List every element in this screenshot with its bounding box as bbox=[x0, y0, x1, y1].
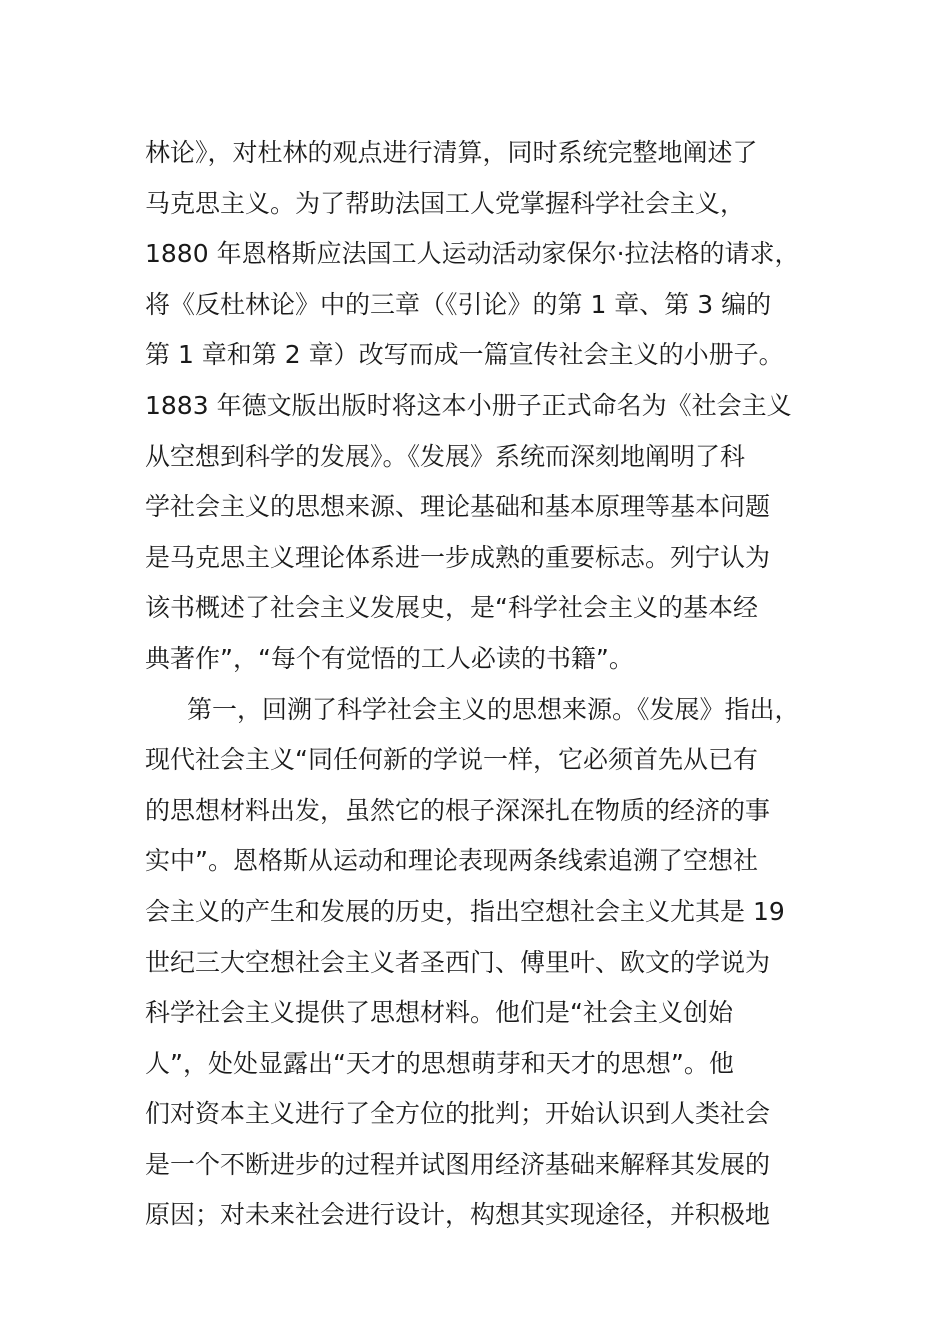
text-line: 会主义的产生和发展的历史，指出空想社会主义尤其是 19 bbox=[145, 896, 785, 926]
text-line: 第 1 章和第 2 章）改写而成一篇宣传社会主义的小册子。 bbox=[145, 340, 784, 370]
text-line: 的思想材料出发，虽然它的根子深深扎在物质的经济的事 bbox=[145, 795, 771, 825]
text-line: 林论》，对杜林的观点进行清算，同时系统完整地阐述了 bbox=[145, 138, 758, 167]
text-line: 该书概述了社会主义发展史，是“科学社会主义的基本经 bbox=[145, 593, 758, 623]
text-line: 典著作”，“每个有觉悟的工人必读的书籍”。 bbox=[145, 643, 634, 673]
text-line: 科学社会主义提供了思想材料。他们是“社会主义创始 bbox=[145, 998, 733, 1028]
text-line: 1880 年恩格斯应法国工人运动活动家保尔·拉法格的请求， bbox=[145, 239, 800, 269]
text-line: 学社会主义的思想来源、理论基础和基本原理等基本问题 bbox=[145, 492, 771, 522]
body-text bbox=[145, 128, 825, 1241]
text-line: 马克思主义。为了帮助法国工人党掌握科学社会主义， bbox=[145, 188, 746, 218]
text-line: 实中”。恩格斯从运动和理论表现两条线索追溯了空想社 bbox=[145, 846, 758, 876]
text-line: 世纪三大空想社会主义者圣西门、傅里叶、欧文的学说为 bbox=[145, 947, 771, 977]
text-line: 将《反杜林论》中的三章（《引论》的第 1 章、第 3 编的 bbox=[145, 289, 772, 319]
text-line: 们对资本主义进行了全方位的批判；开始认识到人类社会 bbox=[145, 1099, 771, 1129]
text-line: 原因；对未来社会进行设计，构想其实现途径，并积极地 bbox=[145, 1200, 771, 1230]
text-line: 人”，处处显露出“天才的思想萌芽和天才的思想”。他 bbox=[145, 1048, 734, 1078]
text-line: 从空想到科学的发展》。《发展》系统而深刻地阐明了科 bbox=[145, 441, 746, 471]
text-line: 现代社会主义“同任何新的学说一样，它必须首先从已有 bbox=[145, 745, 758, 775]
paragraph-first-line: 第一，回溯了科学社会主义的思想来源。《发展》指出， bbox=[187, 694, 800, 724]
text-line: 是马克思主义理论体系进一步成熟的重要标志。列宁认为 bbox=[145, 542, 771, 572]
text-line: 1883 年德文版出版时将这本小册子正式命名为《社会主义 bbox=[145, 390, 792, 420]
text-line: 是一个不断进步的过程并试图用经济基础来解释其发展的 bbox=[145, 1149, 771, 1179]
